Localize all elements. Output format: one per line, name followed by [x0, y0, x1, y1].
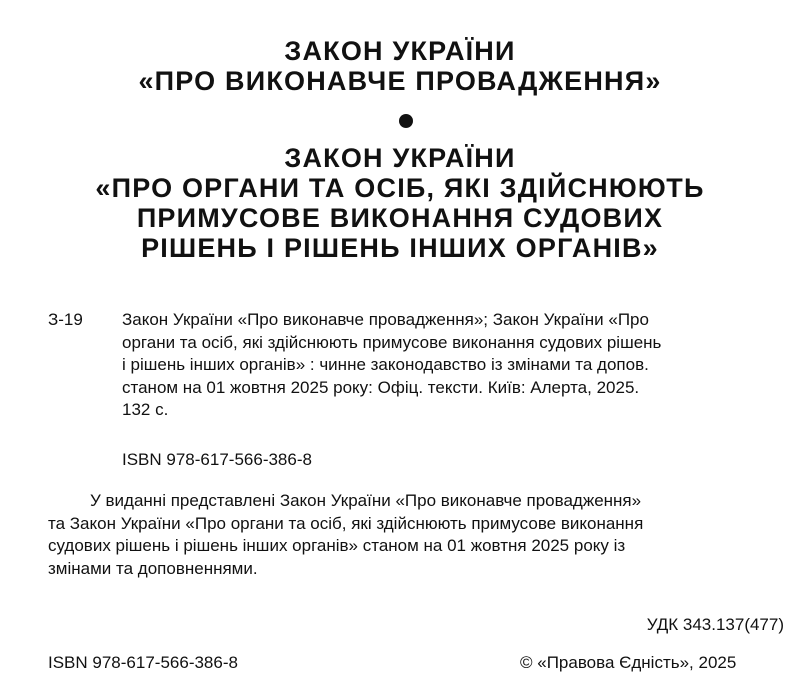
law-title-2-line: РІШЕНЬ І РІШЕНЬ ІНШИХ ОРГАНІВ» — [141, 233, 659, 263]
law-title-1-line: «ПРО ВИКОНАВЧЕ ПРОВАДЖЕННЯ» — [138, 66, 662, 96]
law-title-2 — [0, 143, 800, 263]
annotation-line: судових рішень і рішень інших органів» станом на 01 жовтня 2025 року із — [48, 536, 626, 555]
bibliographic-line: станом на 01 жовтня 2025 року: Офіц. тексти. Київ: Алерта, 2025. — [122, 377, 640, 397]
law-title-2-line: ПРИМУСОВЕ ВИКОНАННЯ СУДОВИХ — [136, 203, 664, 233]
copyright-notice: © «Правова Єдність», 2025 — [520, 653, 737, 672]
bibliographic-line: і рішень інших органів» : чинне законодавство із змінами та допов. — [122, 355, 649, 374]
bibliographic-line: органи та осіб, які здійснюють примусове виконання судових рішень — [122, 332, 662, 352]
law-title-2-line: «ПРО ОРГАНИ ТА ОСІБ, ЯКІ ЗДІЙСНЮЮТЬ — [95, 173, 705, 203]
footer-isbn: ISBN 978-617-566-386-8 — [48, 653, 238, 672]
bibliographic-line: 132 с. — [122, 400, 169, 419]
library-code: З-19 — [48, 310, 83, 329]
law-title-1 — [0, 36, 800, 96]
annotation-line: та Закон України «Про органи та осіб, які здійснюють примусове виконання — [48, 513, 644, 533]
annotation-paragraph — [48, 490, 788, 580]
bibliographic-line: Закон України «Про виконавче провадження»; Закон України «Про — [122, 310, 649, 329]
separator-bullet-icon — [399, 114, 413, 128]
bibliographic-description — [122, 309, 792, 422]
annotation-line: змінами та доповненнями. — [48, 558, 258, 578]
annotation-line: У виданні представлені Закон України «Про виконавче провадження» — [90, 491, 642, 510]
udk-code: УДК 343.137(477) — [646, 615, 784, 634]
isbn: ISBN 978-617-566-386-8 — [122, 450, 312, 469]
law-title-2-line: ЗАКОН УКРАЇНИ — [284, 143, 516, 173]
law-title-1-line: ЗАКОН УКРАЇНИ — [284, 36, 516, 66]
